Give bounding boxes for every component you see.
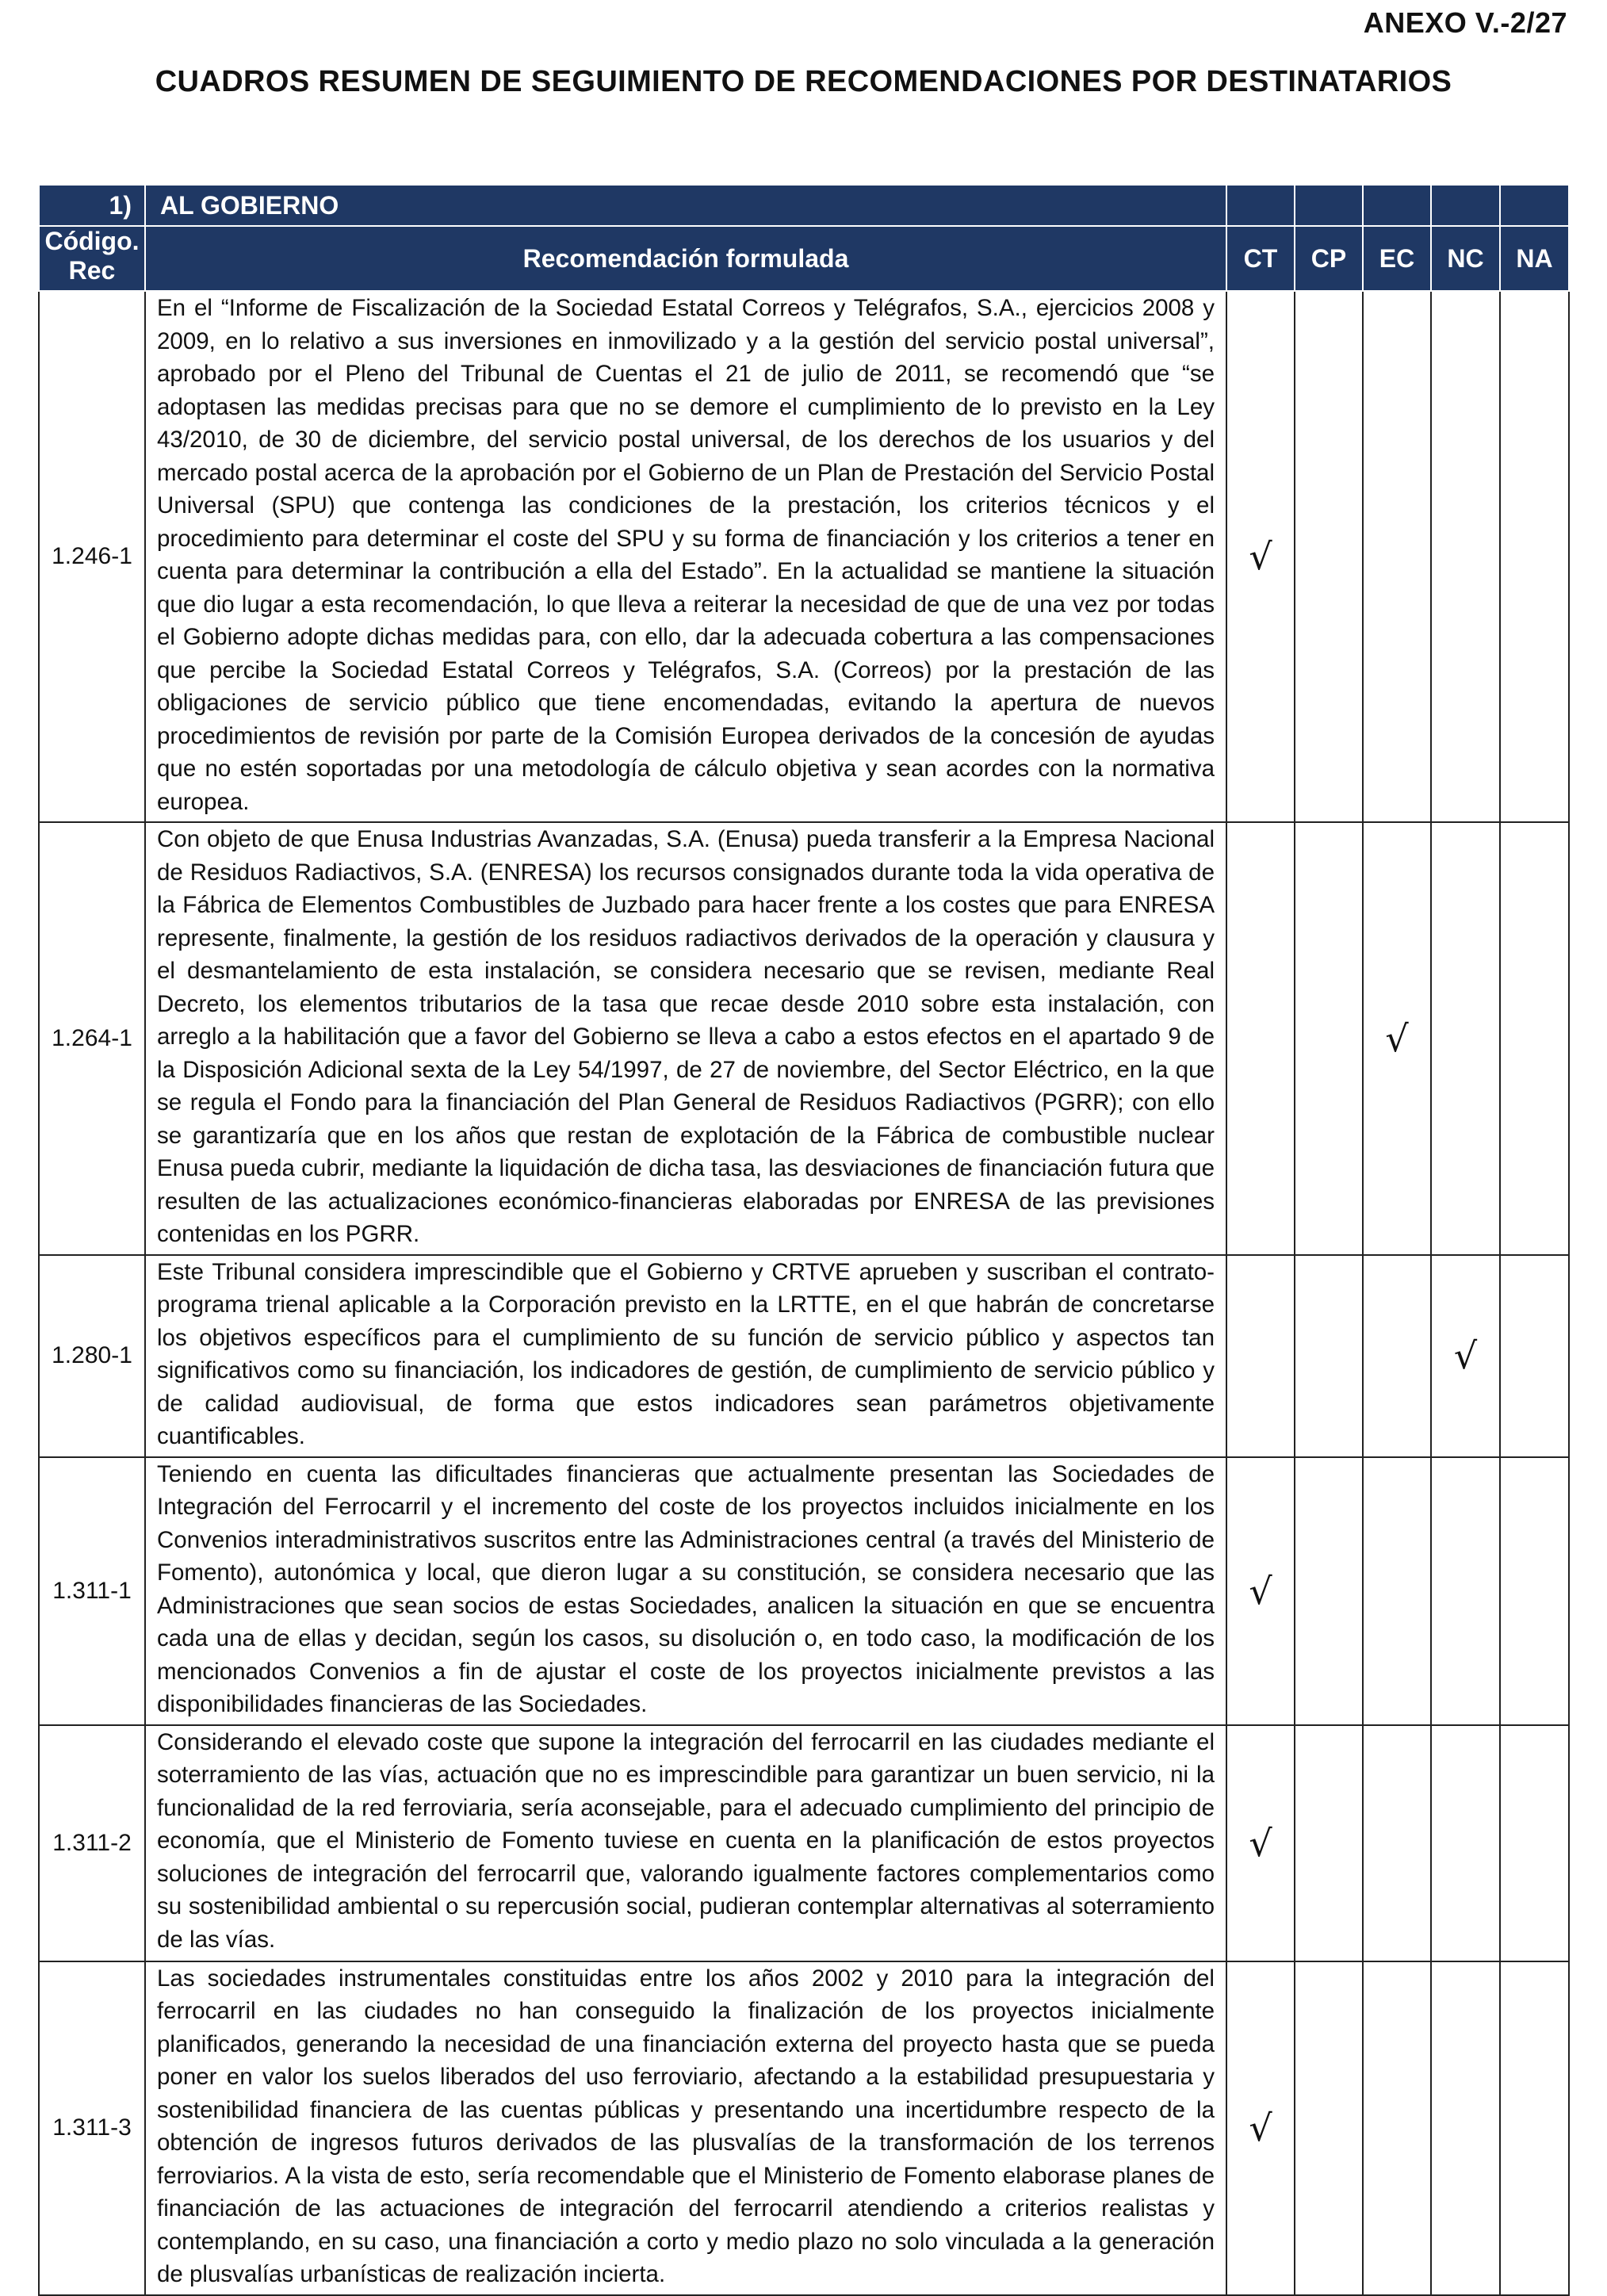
column-header-row <box>39 226 1569 291</box>
status-cell-na <box>1500 1255 1569 1457</box>
recommendation-text: Teniendo en cuenta las dificultades financieras que actualmente presentan las Sociedades de Integración del Ferrocarril y el incremento del coste de los proyectos incluidos inicialmente en los Convenios interadministrativos suscritos entre las Administraciones central (a través del Ministerio de Fomento), autonómica y local, que dieron lugar a su constitución, se considera necesario que las Administraciones que sean socios de estas Sociedades, analicen la situación en que se encuentra cada una de ellas y decidan, según los casos, su disolución o, en todo caso, la modificación de los mencionados Convenios a fin de ajustar el coste de los proyectos inicialmente previstos a las disponibilidades financieras de las Sociedades. <box>145 1457 1226 1725</box>
status-cell-ct <box>1226 1457 1295 1725</box>
group-blank-cell <box>1363 185 1431 226</box>
column-header-ct: CT <box>1226 226 1295 291</box>
table-row <box>39 1255 1569 1457</box>
recommendation-code: 1.264-1 <box>39 822 145 1255</box>
group-number: 1) <box>39 185 145 226</box>
recommendation-code: 1.311-1 <box>39 1457 145 1725</box>
page-title: CUADROS RESUMEN DE SEGUIMIENTO DE RECOMENDACIONES POR DESTINATARIOS <box>155 65 1452 98</box>
recommendations-table <box>38 184 1570 2296</box>
check-mark-icon: √ <box>1385 1016 1409 1060</box>
status-cell-nc <box>1431 291 1500 822</box>
recommendation-code: 1.246-1 <box>39 291 145 822</box>
status-cell-ct <box>1226 822 1295 1255</box>
status-cell-ec <box>1363 1255 1431 1457</box>
status-cell-ec <box>1363 291 1431 822</box>
table-row <box>39 1725 1569 1961</box>
status-cell-nc <box>1431 1725 1500 1961</box>
group-blank-cell <box>1431 185 1500 226</box>
status-cell-cp <box>1295 1457 1363 1725</box>
recommendation-code: 1.280-1 <box>39 1255 145 1457</box>
column-header-cp: CP <box>1295 226 1363 291</box>
annex-label: ANEXO V.-2/27 <box>1363 6 1567 39</box>
recommendation-text: Las sociedades instrumentales constituidas entre los años 2002 y 2010 para la integración del ferrocarril en las ciudades no han conseguido la finalización de los proyectos inicialmente planificados, generando la necesidad de una financiación externa del proyecto hasta que se pueda poner en valor los suelos liberados del uso ferroviario, afectando a la estabilidad presupuestaria y sostenibilidad financiera de las cuentas públicas y presentando una incertidumbre respecto de la obtención de ingresos futuros derivados de las plusvalías de la transformación de los terrenos ferroviarios. A la vista de esto, sería recomendable que el Ministerio de Fomento elaborase planes de financiación de las actuaciones de integración del ferrocarril atendiendo a criterios realistas y contemplando, en su caso, una financiación a corto y medio plazo no solo vinculada a la generación de plusvalías urbanísticas de realización incierta. <box>145 1961 1226 2295</box>
group-header-row <box>39 185 1569 226</box>
column-header-recommendation: Recomendación formulada <box>145 226 1226 291</box>
recommendation-text: Considerando el elevado coste que supone la integración del ferrocarril en las ciudades mediante el soterramiento de las vías, actuación que no es imprescindible para garantizar un buen servicio, ni la funcionalidad de la red ferroviaria, sería aconsejable, para el adecuado cumplimiento del principio de economía, que el Ministerio de Fomento tuviese en cuenta en la planificación de estos proyectos soluciones de integración del ferrocarril que, valorando igualmente factores complementarios como su sostenibilidad ambiental o su repercusión social, pudieran contemplar alternativas al soterramiento de las vías. <box>145 1725 1226 1961</box>
table-row <box>39 822 1569 1255</box>
status-cell-nc <box>1431 822 1500 1255</box>
status-cell-cp <box>1295 291 1363 822</box>
status-cell-ec <box>1363 1457 1431 1725</box>
status-cell-ct <box>1226 1961 1295 2295</box>
table-row <box>39 1961 1569 2295</box>
group-blank-cell <box>1500 185 1569 226</box>
status-cell-cp <box>1295 1725 1363 1961</box>
recommendation-text: Este Tribunal considera imprescindible que el Gobierno y CRTVE aprueben y suscriban el contrato-programa trienal aplicable a la Corporación previsto en la LRTTE, en el que habrán de concretarse los objetivos específicos para el cumplimiento de su función de servicio público y aspectos tan significativos como su financiación, los indicadores de gestión, de cumplimiento de servicio público y de calidad audiovisual, de forma que estos indicadores sean parámetros objetivamente cuantificables. <box>145 1255 1226 1457</box>
group-blank-cell <box>1226 185 1295 226</box>
check-mark-icon: √ <box>1249 535 1272 578</box>
status-cell-ct <box>1226 1725 1295 1961</box>
check-mark-icon: √ <box>1453 1334 1478 1377</box>
status-cell-ec <box>1363 1725 1431 1961</box>
column-header-na: NA <box>1500 226 1569 291</box>
status-cell-cp <box>1295 1961 1363 2295</box>
recommendation-code: 1.311-2 <box>39 1725 145 1961</box>
status-cell-ec <box>1363 1961 1431 2295</box>
group-blank-cell <box>1295 185 1363 226</box>
status-cell-na <box>1500 1961 1569 2295</box>
status-cell-na <box>1500 1457 1569 1725</box>
column-header-nc: NC <box>1431 226 1500 291</box>
status-cell-na <box>1500 291 1569 822</box>
table-row <box>39 1457 1569 1725</box>
status-cell-ec <box>1363 822 1431 1255</box>
recommendation-text: En el “Informe de Fiscalización de la Sociedad Estatal Correos y Telégrafos, S.A., ejercicios 2008 y 2009, en lo relativo a sus inversiones en inmovilizado y a la gestión del servicio postal universal”, aprobado por el Pleno del Tribunal de Cuentas el 21 de julio de 2011, se recomendó que “se adoptasen las medidas precisas para que no se demore el cumplimiento de lo previsto en la Ley 43/2010, de 30 de diciembre, del servicio postal universal, de los derechos de los usuarios y del mercado postal acerca de la aprobación por el Gobierno de un Plan de Prestación del Servicio Postal Universal (SPU) que contenga las condiciones de la prestación, los criterios técnicos y el procedimiento para determinar el coste del SPU y su forma de financiación y los criterios a tener en cuenta para determinar la contribución a ella del Estado”. En la actualidad se mantiene la situación que dio lugar a esta recomendación, lo que lleva a reiterar la necesidad de que de una vez por todas el Gobierno adopte dichas medidas para, con ello, dar la adecuada cobertura a las compensaciones que percibe la Sociedad Estatal Correos y Telégrafos, S.A. (Correos) por la prestación de las obligaciones de servicio público que tiene encomendadas, evitando la apertura de nuevos procedimientos de revisión por parte de la Comisión Europea derivados de la concesión de ayudas que no estén soportadas por una metodología de cálculo objetiva y sean acordes con la normativa europea. <box>145 291 1226 822</box>
column-header-ec: EC <box>1363 226 1431 291</box>
status-cell-nc <box>1431 1255 1500 1457</box>
status-cell-na <box>1500 1725 1569 1961</box>
group-label: AL GOBIERNO <box>145 185 1226 226</box>
column-header-code: Código. Rec <box>39 226 145 291</box>
status-cell-ct <box>1226 1255 1295 1457</box>
check-mark-icon: √ <box>1249 1821 1272 1865</box>
status-cell-nc <box>1431 1961 1500 2295</box>
recommendation-code: 1.311-3 <box>39 1961 145 2295</box>
status-cell-cp <box>1295 1255 1363 1457</box>
check-mark-icon: √ <box>1249 1569 1272 1613</box>
status-cell-na <box>1500 822 1569 1255</box>
table-row <box>39 291 1569 822</box>
check-mark-icon: √ <box>1249 2107 1272 2149</box>
status-cell-nc <box>1431 1457 1500 1725</box>
status-cell-cp <box>1295 822 1363 1255</box>
status-cell-ct <box>1226 291 1295 822</box>
recommendation-text: Con objeto de que Enusa Industrias Avanzadas, S.A. (Enusa) pueda transferir a la Empresa Nacional de Residuos Radiactivos, S.A. (ENRESA) los recursos consignados durante toda la vida operativa de la Fábrica de Elementos Combustibles de Juzbado para hacer frente a los costes que para ENRESA represente, finalmente, la gestión de los residuos radiactivos derivados de la operación y clausura y el desmantelamiento de esta instalación, se considera necesario que se revisen, mediante Real Decreto, los elementos tributarios de la tasa que recae desde 2010 sobre esta instalación, con arreglo a la habilitación que a favor del Gobierno se lleva a cabo a estos efectos en el apartado 9 de la Disposición Adicional sexta de la Ley 54/1997, de 27 de noviembre, del Sector Eléctrico, en la que se regula el Fondo para la financiación del Plan General de Residuos Radiactivos (PGRR); con ello se garantizaría que en los años que restan de explotación de la Fábrica de combustible nuclear Enusa pueda cubrir, mediante la liquidación de dicha tasa, las desviaciones de financiación futura que resulten de las actualizaciones económico-financieras elaboradas por ENRESA de las previsiones contenidas en los PGRR. <box>145 822 1226 1255</box>
